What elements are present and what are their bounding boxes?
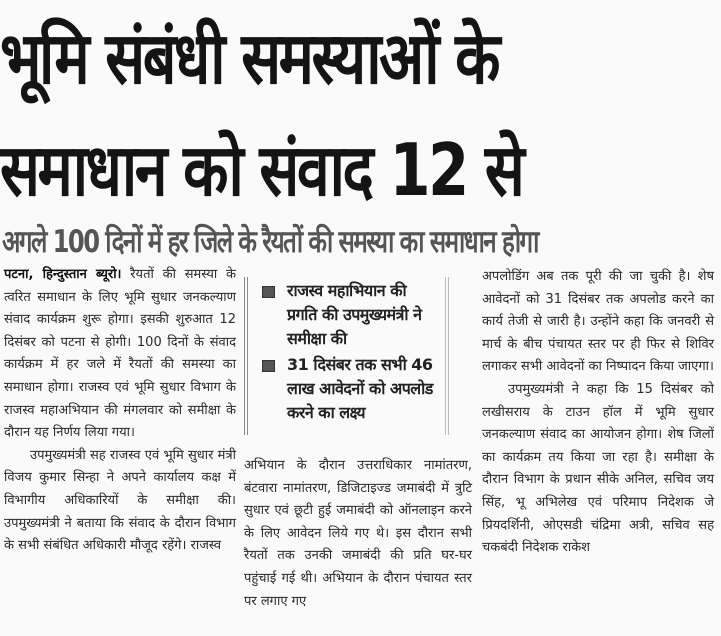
paragraph-1 [4, 264, 236, 445]
article-column-1 [4, 264, 236, 558]
highlights-box [244, 277, 449, 435]
paragraph-1: अपलोडिंग अब तक पूरी की जा चुकी है। शेष आवेदनों को 31 दिसंबर तक अपलोड करने का कार्य तेजी से जारी है। उन्होंने कहा कि जनवरी से मार्च के बीच पंचायत स्तर पर ही फिर से शिविर लगाकर सभी आवेदनों का निष्पादन किया जाएगा। [482, 269, 714, 375]
square-bullet-icon [262, 286, 275, 298]
subheadline: अगले 100 दिनों में हर जिले के रैयतों की समस्या का समाधान होगा [2, 224, 538, 260]
square-bullet-icon [262, 360, 275, 372]
article-column-3 [482, 266, 714, 560]
highlight-text: राजस्व महाभियान की प्रगति की उपमुख्यमंत्री ने समीक्षा की [287, 281, 422, 348]
headline-line-1: भूमि संबंधी समस्याओं के [0, 16, 498, 100]
highlight-item [262, 279, 439, 351]
paragraph-2: उपमुख्यमंत्री ने कहा कि 15 दिसंबर को लखीसराय के टाउन हॉल में भूमि सुधार जनकल्याण संवाद का आयोजन होगा। शेष जिलों का कार्यक्रम तय किया जा रहा है। समीक्षा के दौरान विभाग के प्रधान सीके अनिल, सचिव जय सिंह, भू अभिलेख एवं परिमाप निदेशक जे प्रियदर्शिनी, ओएसडी चंद्रिमा अत्री, सचिव सह चकबंदी निदेशक राकेश [482, 381, 714, 556]
dateline: पटना, हिन्दुस्तान ब्यूरो। [4, 267, 122, 282]
highlight-text: 31 दिसंबर तक सभी 46 लाख आवेदनों को अपलोड करने का लक्ष्य [287, 355, 433, 422]
headline-line-2: समाधान को संवाद 12 से [0, 128, 523, 212]
paragraph-text: रैयतों की समस्या के त्वरित समाधान के लिए भूमि सुधार जनकल्याण संवाद कार्यक्रम शुरू होगा। इसकी शुरुआत 12 दिसंबर को पटना से होगी। 100 दिनों के संवाद कार्यक्रम में हर जले में रैयतों की समस्या का समाधान होगा। राजस्व एवं भूमि सुधार विभाग के राजस्व महाअभियान की मंगलवार को समीक्षा के दौरान यह निर्णय लिया गया। [4, 267, 236, 441]
highlight-item [262, 353, 439, 425]
article-column-2 [244, 455, 472, 613]
paragraph-1: अभियान के दौरान उत्तराधिकार नामांतरण, बंटवारा नामांतरण, डिजिटाइज्ड जमाबंदी में त्रुटि सुधार एवं छूटी हुई जमाबंदी को ऑनलाइन करने के लिए आवेदन लिये गए थे। इस दौरान सभी रैयतों तक उनकी जमाबंदी की प्रति घर-घर पहुंचाई गई थी। अभियान के दौरान पंचायत स्तर पर लगाए गए [244, 458, 472, 609]
paragraph-2: उपमुख्यमंत्री सह राजस्व एवं भूमि सुधार मंत्री विजय कुमार सिन्हा ने अपने कार्यालय कक्ष में विभागीय अधिकारियों के समीक्षा की। उपमुख्यमंत्री ने बताया कि संवाद के दौरान विभाग के सभी संबंधित अधिकारी मौजूद रहेंगे। राजस्व [4, 447, 236, 554]
